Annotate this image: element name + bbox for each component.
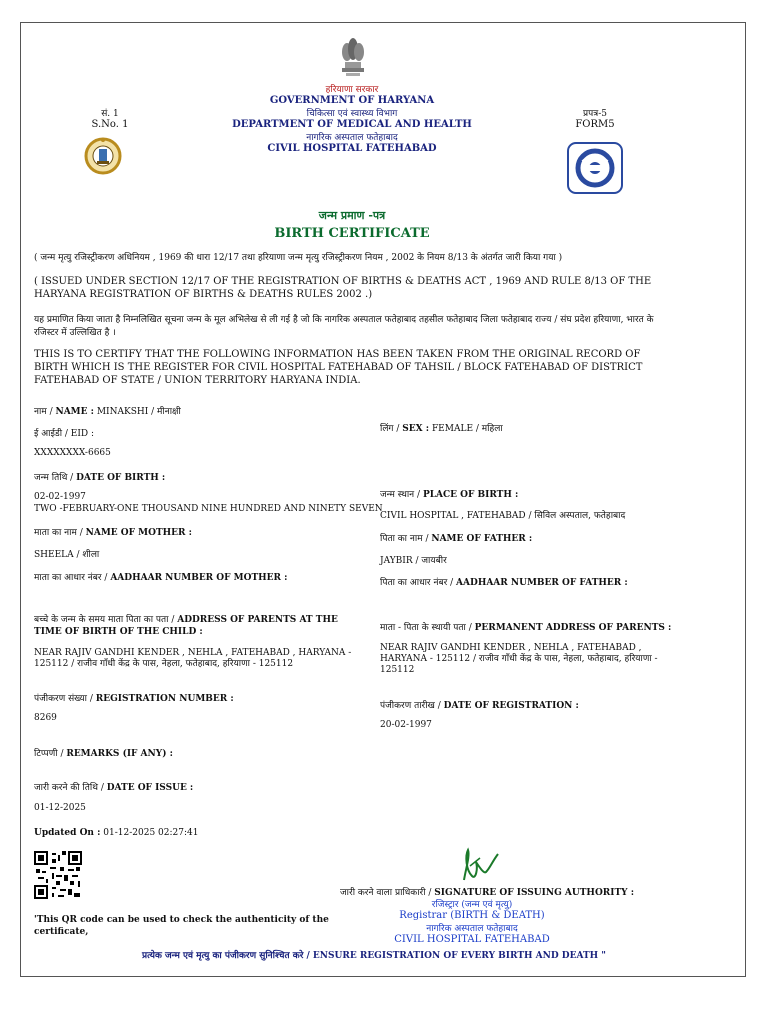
addr-perm-label: माता - पिता के स्थायी पता / PERMANENT ADDRESS OF PARENTS : <box>380 623 672 633</box>
issued-en: ( ISSUED UNDER SECTION 12/17 OF THE REGISTRATION OF BIRTHS & DEATHS ACT , 1969 AND RULE 8/13 OF THE HARYANA REGISTRATION OF BIRTHS & DEATHS RULES 2002 .) <box>34 276 652 300</box>
regno-value: 8269 <box>34 713 57 723</box>
name-field: नाम / NAME : MINAKSHI / मीनाक्षी <box>34 407 181 417</box>
pob-value: CIVIL HOSPITAL , FATEHABAD / सिविल अस्पताल, फतेहाबाद <box>380 511 626 521</box>
state-hi: हरियाणा सरकार <box>325 85 379 95</box>
updated-on: Updated On : 01-12-2025 02:27:41 <box>34 828 199 838</box>
issuer-hosp-hi: नागरिक अस्पताल फतेहाबाद <box>426 924 518 934</box>
sex-value: FEMALE / महिला <box>429 424 503 434</box>
qr-code-icon[interactable] <box>34 851 82 899</box>
name-value: MINAKSHI / मीनाक्षी <box>93 407 181 417</box>
qr-note: 'This QR code can be used to check the authenticity of the certificate, <box>34 915 329 937</box>
title-en: BIRTH CERTIFICATE <box>274 226 430 241</box>
dept-en: DEPARTMENT OF MEDICAL AND HEALTH <box>232 119 472 130</box>
dept-hi: चिकित्सा एवं स्वास्थ्य विभाग <box>306 109 398 119</box>
sno-hi: सं. 1 <box>101 109 119 119</box>
ensure-registration: प्रत्येक जन्म एवं मृत्यु का पंजीकरण सुनिश्चित करे / ENSURE REGISTRATION OF EVERY BIRTH AND DEATH " <box>142 951 606 961</box>
haryana-seal-icon <box>84 136 122 176</box>
addr-birth-value: NEAR RAJIV GANDHI KENDER , NEHLA , FATEHABAD , HARYANA - 125112 / राजीव गाँधी केंद्र के पास, नेहला, फतेहाबाद, हरियाणा - 125112 <box>34 648 352 669</box>
addr-perm-value: NEAR RAJIV GANDHI KENDER , NEHLA , FATEHABAD , HARYANA - 125112 / राजीव गाँधी केंद्र के पास, नेहला, फतेहाबाद, हरियाणा - 125112 <box>380 643 658 675</box>
remarks-label: टिप्पणी / REMARKS (IF ANY) : <box>34 749 173 759</box>
registration-logo-icon <box>567 142 623 194</box>
signature-label: जारी करने वाला प्राधिकारी / SIGNATURE OF ISSUING AUTHORITY : <box>340 888 635 898</box>
dob-value: 02-02-1997 <box>34 492 86 502</box>
addr-birth-label: बच्चे के जन्म के समय माता पिता का पता / ADDRESS OF PARENTS AT THE TIME OF BIRTH OF THE CHILD : <box>34 615 338 637</box>
father-label: पिता का नाम / NAME OF FATHER : <box>380 534 533 544</box>
sex-field: लिंग / SEX : FEMALE / महिला <box>380 424 503 434</box>
state-en: GOVERNMENT OF HARYANA <box>269 95 435 106</box>
form-hi: प्रपत्र-5 <box>583 109 607 119</box>
issued-hi: ( जन्म मृत्यु रजिस्ट्रीकरण अधिनियम , 1969 की धारा 12/17 तथा हरियाणा जन्म मृत्यु रजिस्ट्रीकरण नियम , 2002 के नियम 8/13 के अंतर्गत जारी किया गया ) <box>34 253 563 263</box>
mother-label: माता का नाम / NAME OF MOTHER : <box>34 528 192 538</box>
sno-en: S.No. 1 <box>91 119 129 130</box>
registrar-en: Registrar (BIRTH & DEATH) <box>399 910 545 921</box>
mother-value: SHEELA / शीला <box>34 550 100 560</box>
regdate-label: पंजीकरण तारीख / DATE OF REGISTRATION : <box>380 701 579 711</box>
form-en: FORM5 <box>575 119 615 130</box>
national-emblem-icon <box>336 34 370 78</box>
father-value: JAYBIR / जायबीर <box>380 556 447 566</box>
hosp-hi: नागरिक अस्पताल फतेहाबाद <box>306 133 398 143</box>
eid-label: ई आईडी / EID : <box>34 429 95 439</box>
dob-words: TWO -FEBRUARY-ONE THOUSAND NINE HUNDRED AND NINETY SEVEN <box>34 504 383 514</box>
regno-label: पंजीकरण संख्या / REGISTRATION NUMBER : <box>34 694 234 704</box>
issue-value: 01-12-2025 <box>34 803 86 813</box>
regdate-value: 20-02-1997 <box>380 720 432 730</box>
eid-value: XXXXXXXX-6665 <box>34 448 111 458</box>
registrar-hi: रजिस्ट्रार (जन्म एवं मृत्यु) <box>431 900 513 910</box>
issuer-hosp-en: CIVIL HOSPITAL FATEHABAD <box>394 934 550 945</box>
pob-label: जन्म स्थान / PLACE OF BIRTH : <box>380 490 519 500</box>
signature-mark-icon <box>456 846 502 886</box>
certify-hi: यह प्रमाणित किया जाता है निम्नलिखित सूचना जन्म के मूल अभिलेख से ली गई है जो कि नागरिक अस्पताल फतेहाबाद तहसील फतेहाबाद जिला फतेहाबाद राज्य / संघ प्रदेश हरियाणा, भारत के रजिस्टर में उल्लिखित है । <box>34 315 654 338</box>
title-hi: जन्म प्रमाण -पत्र <box>318 209 386 222</box>
issue-label: जारी करने की तिथि / DATE OF ISSUE : <box>34 783 194 793</box>
hosp-en: CIVIL HOSPITAL FATEHABAD <box>267 143 437 154</box>
dob-label: जन्म तिथि / DATE OF BIRTH : <box>34 473 166 483</box>
certify-en: THIS IS TO CERTIFY THAT THE FOLLOWING INFORMATION HAS BEEN TAKEN FROM THE ORIGINAL RECORD OF BIRTH WHICH IS THE REGISTER FOR CIVIL HOSPITAL FATEHABAD OF TAHSIL / BLOCK FATEHABAD OF DISTRICT FATEHABAD OF STATE / UNION TERRITORY HARYANA INDIA. <box>34 349 643 386</box>
aadhaar-father-label: पिता का आधार नंबर / AADHAAR NUMBER OF FATHER : <box>380 578 628 588</box>
aadhaar-mother-label: माता का आधार नंबर / AADHAAR NUMBER OF MOTHER : <box>34 573 288 583</box>
